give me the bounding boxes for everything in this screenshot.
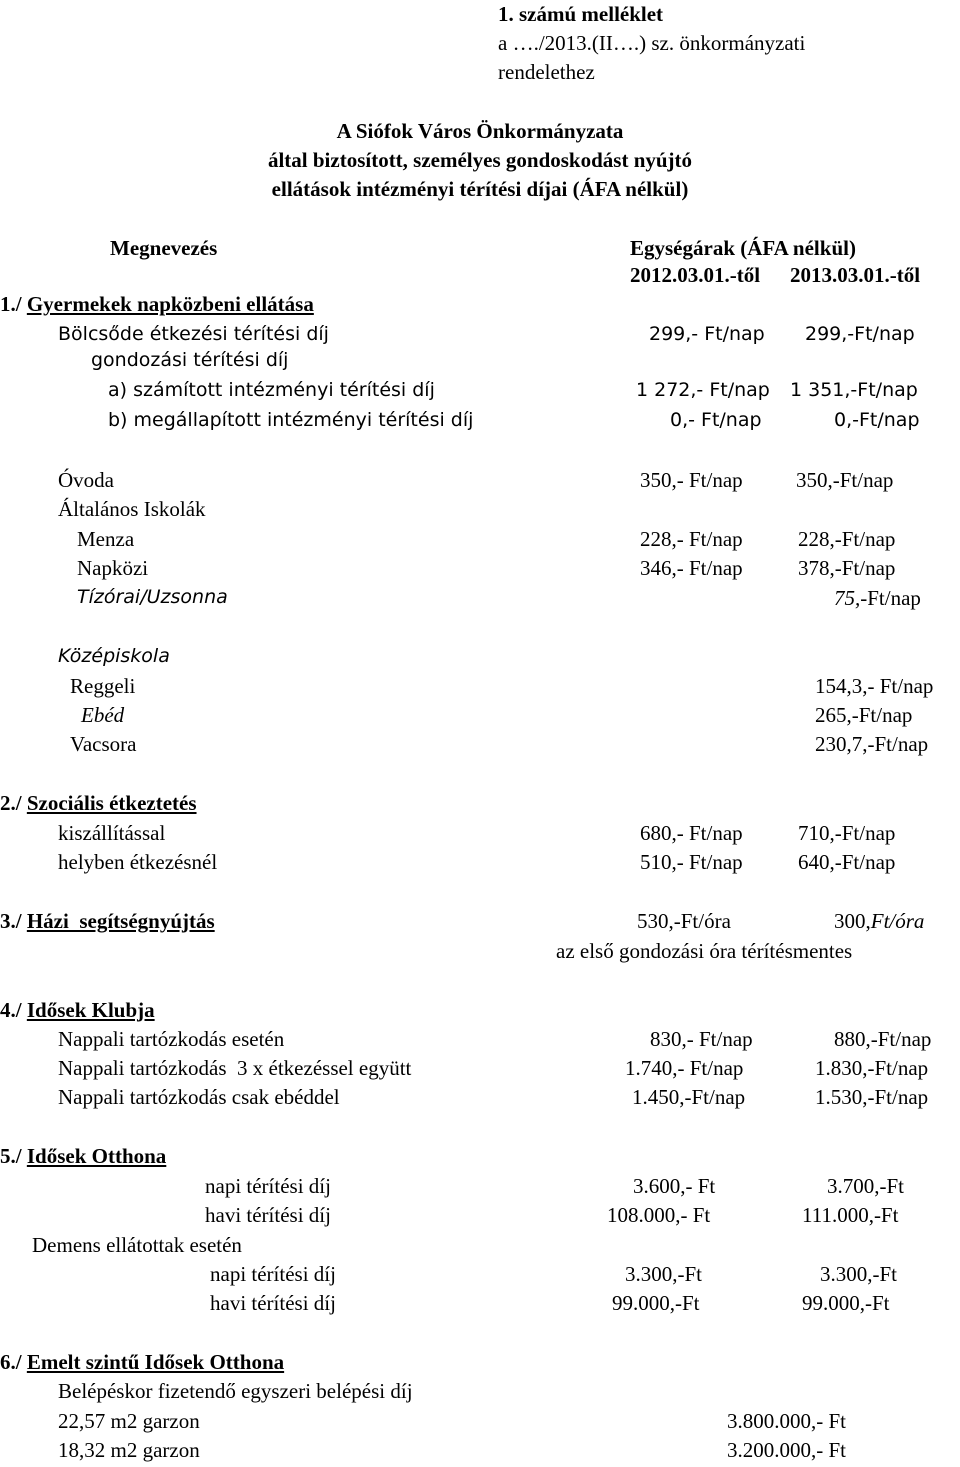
section-5-title: Idősek Otthona [26,1144,167,1168]
hazi-price-2012: 530,-Ft/óra [637,909,731,933]
hazi-price-unit: Ft/óra [870,909,925,933]
szamitott-price-2013: 1 351,-Ft/nap [790,379,918,401]
klub-row1-price-2013: 880,-Ft/nap [834,1027,932,1051]
otthon-napi-price-2013: 3.700,-Ft [827,1174,905,1198]
annex-reference: a …./2013.(II….) sz. önkormányzati [498,31,806,55]
document-title-line2: által biztosított, személyes gondoskodást nyújtó [267,148,693,172]
section-6-heading [0,1352,284,1373]
kiszallitas-price-2012: 680,- Ft/nap [640,821,743,845]
szamitott-price-2012: 1 272,- Ft/nap [636,379,770,401]
demens-havi-label: havi térítési díj [210,1291,336,1315]
tizorai-label: Tízórai/Uzsonna [77,586,228,608]
klub-row3-price-2012: 1.450,-Ft/nap [632,1085,746,1109]
annex-title: 1. számú melléklet [498,2,664,26]
otthon-napi-label: napi térítési díj [205,1174,331,1198]
helyben-price-2012: 510,- Ft/nap [640,850,743,874]
hazi-price-2013 [834,911,924,932]
section-1-heading [0,294,314,315]
megallapitott-price-2013: 0,-Ft/nap [834,409,920,431]
column-header-date-2013: 2013.03.01.-től [790,263,921,287]
demens-havi-price-2012: 99.000,-Ft [612,1291,700,1315]
demens-havi-price-2013: 99.000,-Ft [802,1291,890,1315]
column-header-price: Egységárak (ÁFA nélkül) [630,236,856,260]
section-6-title: Emelt szintű Idősek Otthona [26,1350,285,1374]
menza-price-2012: 228,- Ft/nap [640,527,743,551]
garzon-2-price: 3.200.000,- Ft [727,1438,847,1462]
otthon-havi-price-2013: 111.000,-Ft [802,1203,899,1227]
klub-row3-label: Nappali tartózkodás csak ebéddel [58,1085,340,1109]
menza-price-2013: 228,-Ft/nap [798,527,896,551]
menza-label: Menza [77,527,135,551]
annex-rendelet: rendelethez [498,60,595,84]
garzon-1-label: 22,57 m2 garzon [58,1409,200,1433]
section-5-number: 5./ [0,1144,22,1168]
bolcsode-label: Bölcsőde étkezési térítési díj [58,323,329,345]
helyben-label: helyben étkezésnél [58,850,218,874]
section-2-heading [0,793,197,814]
tizorai-price-unit: -Ft/nap [860,586,921,610]
gondozasi-label: gondozási térítési díj [91,349,289,371]
demens-label: Demens ellátottak esetén [32,1233,242,1257]
napkozi-label: Napközi [77,556,149,580]
vacsora-label: Vacsora [70,732,137,756]
reggeli-label: Reggeli [70,674,136,698]
garzon-1-price: 3.800.000,- Ft [727,1409,847,1433]
vacsora-price-2013: 230,7,-Ft/nap [815,732,929,756]
klub-row1-price-2012: 830,- Ft/nap [650,1027,753,1051]
section-3-title: Házi segítségnyújtás [26,909,215,933]
section-4-heading [0,1000,155,1021]
klub-row1-label: Nappali tartózkodás esetén [58,1027,285,1051]
section-1-title: Gyermekek napközbeni ellátása [26,292,314,316]
section-2-title: Szociális étkeztetés [26,791,197,815]
otthon-havi-price-2012: 108.000,- Ft [607,1203,711,1227]
section-1-number: 1./ [0,292,22,316]
klub-row2-price-2012: 1.740,- Ft/nap [625,1056,744,1080]
otthon-napi-price-2012: 3.600,- Ft [633,1174,716,1198]
bolcsode-price-2012: 299,- Ft/nap [649,323,765,345]
column-header-name: Megnevezés [110,236,218,260]
section-4-title: Idősek Klubja [26,998,155,1022]
megallapitott-price-2012: 0,- Ft/nap [670,409,762,431]
ebed-price-2013: 265,-Ft/nap [815,703,913,727]
document-title-line1: A Siófok Város Önkormányzata [336,119,624,143]
section-3-heading [0,911,215,932]
kiszallitas-label: kiszállítással [58,821,166,845]
ovoda-price-2013: 350,-Ft/nap [796,468,894,492]
kozepiskola-label: Középiskola [58,645,170,667]
ovoda-label: Óvoda [58,468,114,492]
demens-napi-price-2013: 3.300,-Ft [820,1262,898,1286]
section-4-number: 4./ [0,998,22,1022]
klub-row2-label: Nappali tartózkodás 3 x étkezéssel együtt [58,1056,412,1080]
klub-row2-price-2013: 1.830,-Ft/nap [815,1056,929,1080]
section-2-number: 2./ [0,791,22,815]
ebed-label: Ebéd [81,703,125,727]
reggeli-price-2013: 154,3,- Ft/nap [815,674,934,698]
bolcsode-price-2013: 299,-Ft/nap [805,323,915,345]
section-6-number: 6./ [0,1350,22,1374]
document-title-line3: ellátások intézményi térítési díjai (ÁFA nélkül) [271,177,689,201]
column-header-date-2012: 2012.03.01.-től [630,263,761,287]
otthon-havi-label: havi térítési díj [205,1203,331,1227]
belepes-label: Belépéskor fizetendő egyszeri belépési díj [58,1379,413,1403]
altalanos-iskolak-label: Általános Iskolák [58,497,206,521]
klub-row3-price-2013: 1.530,-Ft/nap [815,1085,929,1109]
tizorai-price-2013 [834,588,921,609]
demens-napi-label: napi térítési díj [210,1262,336,1286]
garzon-2-label: 18,32 m2 garzon [58,1438,200,1462]
napkozi-price-2012: 346,- Ft/nap [640,556,743,580]
napkozi-price-2013: 378,-Ft/nap [798,556,896,580]
hazi-price-value: 300, [834,909,871,933]
section-5-heading [0,1146,166,1167]
tizorai-price-value: 75, [834,586,861,610]
szamitott-label: a) számított intézményi térítési díj [108,379,435,401]
ovoda-price-2012: 350,- Ft/nap [640,468,743,492]
kiszallitas-price-2013: 710,-Ft/nap [798,821,896,845]
helyben-price-2013: 640,-Ft/nap [798,850,896,874]
demens-napi-price-2012: 3.300,-Ft [625,1262,703,1286]
section-3-number: 3./ [0,909,22,933]
megallapitott-label: b) megállapított intézményi térítési díj [108,409,474,431]
hazi-note: az első gondozási óra térítésmentes [556,939,853,963]
